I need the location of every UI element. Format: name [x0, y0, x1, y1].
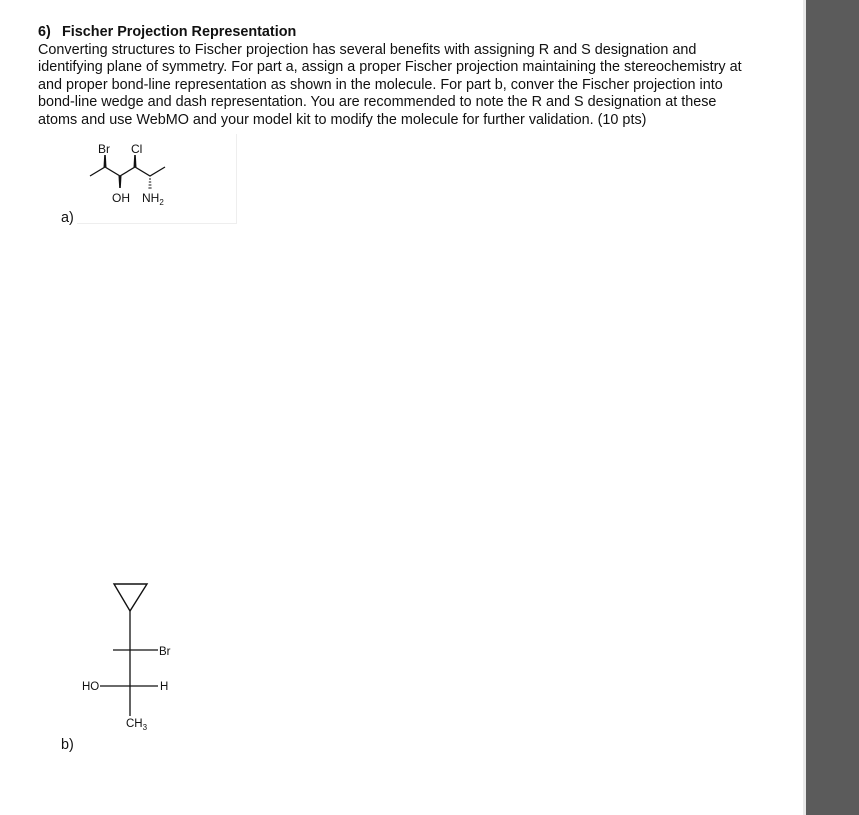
label-cl: Cl	[131, 142, 143, 156]
label-nh-subscript: 2	[159, 198, 164, 207]
label-ch-subscript: 3	[142, 723, 148, 732]
question-block	[38, 24, 778, 130]
label-ch: CH	[126, 718, 143, 730]
scrollbar[interactable]	[806, 0, 859, 815]
label-ho: HO	[82, 681, 100, 693]
question-line: Converting structures to Fischer projection has several benefits with assigning R and S designation and	[38, 41, 697, 58]
label-br: Br	[98, 142, 110, 156]
part-a-label: a)	[61, 210, 74, 226]
question-line: atoms and use WebMO and your model kit to modify the molecule for further validation. (10 pts)	[38, 111, 647, 128]
wedge-bond-cl	[134, 155, 137, 167]
question-line: and proper bond-line representation as shown in the molecule. For part b, conver the Fischer projection into	[38, 76, 723, 93]
wedge-bond-oh	[119, 176, 122, 188]
label-br-b: Br	[159, 646, 171, 658]
cyclopropyl-ring	[114, 584, 147, 611]
label-nh: NH	[142, 191, 160, 205]
label-ch3	[126, 718, 148, 732]
dash-bond-nh2	[148, 179, 151, 188]
wedge-bond-br	[104, 155, 107, 167]
question-line: identifying plane of symmetry. For part a, assign a proper Fischer projection maintaining the stereochemistry at	[38, 59, 742, 76]
label-nh2	[142, 191, 164, 207]
carbon-chain	[90, 167, 165, 176]
question-line: bond-line wedge and dash representation. You are recommended to note the R and S designation at these	[38, 94, 717, 111]
fischer-projection-b	[70, 575, 190, 735]
molecule-a	[80, 138, 190, 214]
question-title-text: Fischer Projection Representation	[62, 24, 297, 40]
question-title	[38, 24, 778, 42]
question-number: 6)	[38, 24, 51, 40]
label-h: H	[160, 681, 169, 693]
part-b-label: b)	[61, 737, 74, 753]
label-oh: OH	[112, 191, 130, 205]
